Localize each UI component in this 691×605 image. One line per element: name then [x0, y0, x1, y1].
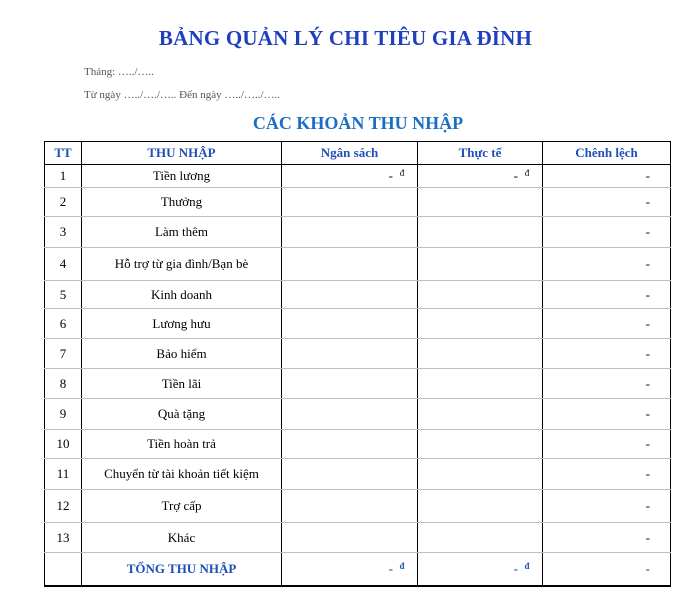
- budget-cell[interactable]: [282, 523, 418, 553]
- actual-cell[interactable]: [418, 281, 543, 309]
- row-number[interactable]: 9: [45, 399, 82, 430]
- budget-cell[interactable]: [282, 490, 418, 523]
- row-number[interactable]: 12: [45, 490, 82, 523]
- table-row: [45, 399, 671, 430]
- actual-cell[interactable]: [418, 217, 543, 248]
- difference-cell[interactable]: -: [543, 459, 671, 490]
- actual-cell[interactable]: [418, 165, 543, 188]
- table-header-row: [45, 142, 671, 165]
- income-name-cell[interactable]: Chuyển từ tài khoản tiết kiệm: [82, 459, 282, 490]
- actual-cell[interactable]: [418, 339, 543, 369]
- row-number[interactable]: 11: [45, 459, 82, 490]
- budget-cell[interactable]: [282, 165, 418, 188]
- actual-value: -: [513, 168, 518, 183]
- income-name-cell[interactable]: Tiền lãi: [82, 369, 282, 399]
- table-row: [45, 248, 671, 281]
- total-actual-value: -: [513, 560, 518, 576]
- budget-cell[interactable]: [282, 369, 418, 399]
- total-budget-cell: [282, 553, 418, 586]
- table-row: [45, 490, 671, 523]
- total-budget-value: -: [388, 560, 393, 576]
- budget-value: -: [388, 168, 393, 183]
- budget-cell[interactable]: [282, 248, 418, 281]
- total-row: [45, 553, 671, 586]
- difference-cell[interactable]: -: [543, 248, 671, 281]
- row-number[interactable]: 5: [45, 281, 82, 309]
- table-row: [45, 165, 671, 188]
- difference-cell[interactable]: -: [543, 188, 671, 217]
- total-actual-cell: [418, 553, 543, 586]
- difference-cell[interactable]: -: [543, 399, 671, 430]
- income-name-cell[interactable]: Khác: [82, 523, 282, 553]
- col-header-income: THU NHẬP: [82, 142, 282, 165]
- budget-cell[interactable]: [282, 281, 418, 309]
- row-number[interactable]: 1: [45, 165, 82, 188]
- difference-cell[interactable]: -: [543, 309, 671, 339]
- income-name-cell[interactable]: Lương hưu: [82, 309, 282, 339]
- income-table: [44, 141, 671, 587]
- budget-cell[interactable]: [282, 188, 418, 217]
- difference-cell[interactable]: -: [543, 339, 671, 369]
- actual-cell[interactable]: [418, 459, 543, 490]
- budget-cell[interactable]: [282, 459, 418, 490]
- col-header-difference: Chênh lệch: [543, 142, 671, 165]
- difference-cell[interactable]: -: [543, 369, 671, 399]
- actual-cell[interactable]: [418, 188, 543, 217]
- difference-cell[interactable]: -: [543, 430, 671, 459]
- income-name-cell[interactable]: Trợ cấp: [82, 490, 282, 523]
- table-row: [45, 188, 671, 217]
- income-name-cell[interactable]: Tiền lương: [82, 165, 282, 188]
- income-name-cell[interactable]: Bảo hiểm: [82, 339, 282, 369]
- income-name-cell[interactable]: Thưởng: [82, 188, 282, 217]
- row-number[interactable]: 7: [45, 339, 82, 369]
- currency-symbol: đ: [524, 168, 530, 178]
- difference-cell[interactable]: -: [543, 490, 671, 523]
- actual-cell[interactable]: [418, 309, 543, 339]
- table-row: [45, 369, 671, 399]
- income-name-cell[interactable]: Kinh doanh: [82, 281, 282, 309]
- currency-symbol: đ: [524, 560, 530, 571]
- budget-cell[interactable]: [282, 309, 418, 339]
- budget-cell[interactable]: [282, 217, 418, 248]
- col-header-actual: Thực tế: [418, 142, 543, 165]
- income-name-cell[interactable]: Hỗ trợ từ gia đình/Bạn bè: [82, 248, 282, 281]
- row-number[interactable]: 6: [45, 309, 82, 339]
- income-name-cell[interactable]: Quà tặng: [82, 399, 282, 430]
- actual-cell[interactable]: [418, 399, 543, 430]
- income-name-cell[interactable]: Tiền hoàn trả: [82, 430, 282, 459]
- actual-cell[interactable]: [418, 369, 543, 399]
- row-number[interactable]: 4: [45, 248, 82, 281]
- row-number[interactable]: 3: [45, 217, 82, 248]
- table-row: [45, 523, 671, 553]
- table-row: [45, 339, 671, 369]
- currency-symbol: đ: [399, 560, 405, 571]
- row-number[interactable]: 10: [45, 430, 82, 459]
- difference-cell[interactable]: -: [543, 523, 671, 553]
- row-number[interactable]: 8: [45, 369, 82, 399]
- month-line: Tháng: …../…..: [84, 66, 154, 78]
- row-number[interactable]: 13: [45, 523, 82, 553]
- actual-cell[interactable]: [418, 430, 543, 459]
- col-header-budget: Ngân sách: [282, 142, 418, 165]
- total-tt-cell: [45, 553, 82, 586]
- table-row: [45, 281, 671, 309]
- actual-cell[interactable]: [418, 248, 543, 281]
- budget-cell[interactable]: [282, 399, 418, 430]
- table-row: [45, 217, 671, 248]
- total-label: TỔNG THU NHẬP: [82, 553, 282, 586]
- table-row: [45, 430, 671, 459]
- currency-symbol: đ: [399, 168, 405, 178]
- page-title: BẢNG QUẢN LÝ CHI TIÊU GIA ĐÌNH: [158, 26, 533, 50]
- actual-cell[interactable]: [418, 490, 543, 523]
- section-title: CÁC KHOẢN THU NHẬP: [252, 113, 464, 133]
- difference-cell[interactable]: -: [543, 217, 671, 248]
- total-difference-cell: -: [543, 553, 671, 586]
- col-header-tt: TT: [45, 142, 82, 165]
- date-range-line: Từ ngày …../…./….. Đến ngày …../…../…..: [84, 89, 280, 101]
- difference-cell[interactable]: -: [543, 165, 671, 188]
- difference-cell[interactable]: -: [543, 281, 671, 309]
- actual-cell[interactable]: [418, 523, 543, 553]
- income-name-cell[interactable]: Làm thêm: [82, 217, 282, 248]
- table-row: [45, 309, 671, 339]
- row-number[interactable]: 2: [45, 188, 82, 217]
- table-row: [45, 459, 671, 490]
- budget-cell[interactable]: [282, 339, 418, 369]
- budget-cell[interactable]: [282, 430, 418, 459]
